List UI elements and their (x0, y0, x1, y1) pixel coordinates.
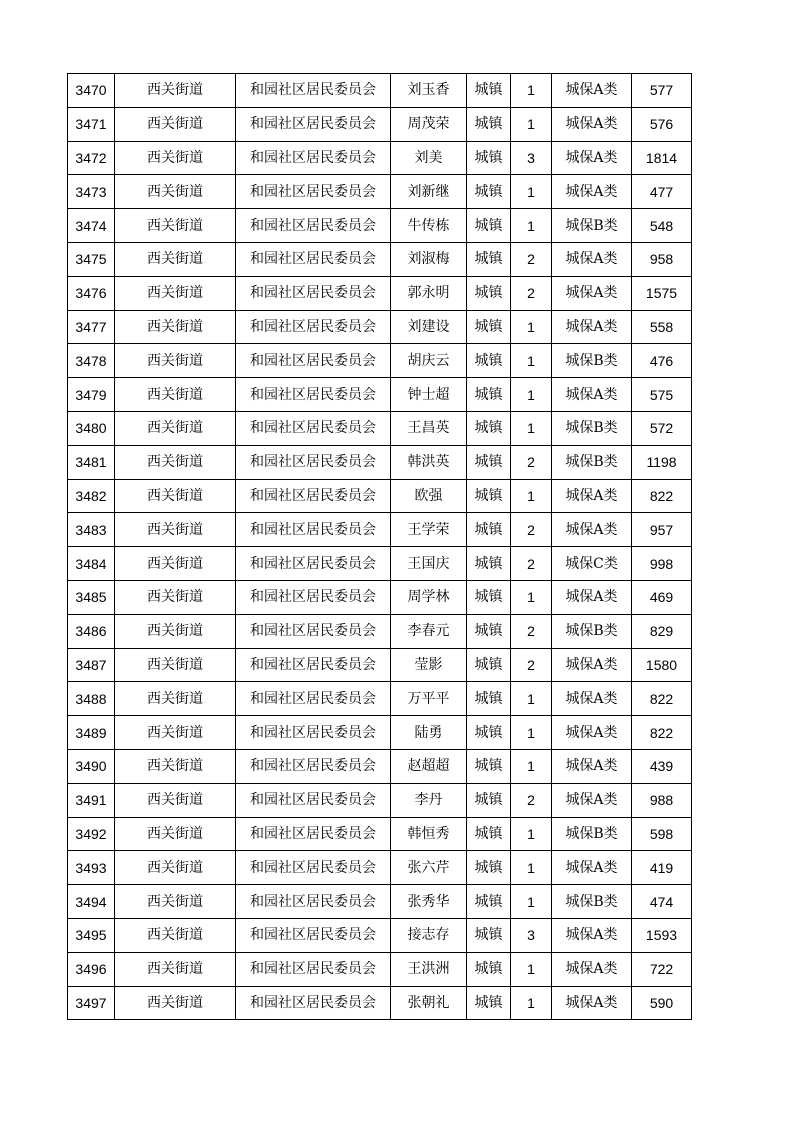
row-number-cell: 3475 (68, 242, 115, 276)
household-size-cell: 3 (511, 141, 552, 175)
community-cell: 和园社区居民委员会 (236, 175, 391, 209)
household-size-cell: 1 (511, 479, 552, 513)
household-size-cell: 1 (511, 986, 552, 1020)
household-size-cell: 2 (511, 242, 552, 276)
assistance-category-cell: 城保A类 (552, 918, 632, 952)
subdistrict-cell: 西关街道 (115, 378, 236, 412)
assistance-category-cell: 城保A类 (552, 276, 632, 310)
person-name-cell: 刘新继 (391, 175, 467, 209)
table-row (68, 682, 692, 716)
row-number-cell: 3470 (68, 74, 115, 108)
assistance-category-cell: 城保A类 (552, 580, 632, 614)
community-cell: 和园社区居民委员会 (236, 209, 391, 243)
person-name-cell: 欧强 (391, 479, 467, 513)
community-cell: 和园社区居民委员会 (236, 986, 391, 1020)
community-cell: 和园社区居民委员会 (236, 952, 391, 986)
assistance-category-cell: 城保A类 (552, 479, 632, 513)
household-size-cell: 1 (511, 310, 552, 344)
household-size-cell: 2 (511, 614, 552, 648)
household-size-cell: 1 (511, 580, 552, 614)
table-row (68, 547, 692, 581)
row-number-cell: 3489 (68, 716, 115, 750)
assistance-category-cell: 城保C类 (552, 547, 632, 581)
household-type-cell: 城镇 (467, 648, 511, 682)
table-row (68, 74, 692, 108)
row-number-cell: 3483 (68, 513, 115, 547)
person-name-cell: 牛传栋 (391, 209, 467, 243)
person-name-cell: 周学林 (391, 580, 467, 614)
household-type-cell: 城镇 (467, 682, 511, 716)
amount-cell: 477 (632, 175, 692, 209)
subdistrict-cell: 西关街道 (115, 614, 236, 648)
assistance-category-cell: 城保A类 (552, 986, 632, 1020)
table-row (68, 952, 692, 986)
household-type-cell: 城镇 (467, 310, 511, 344)
household-size-cell: 1 (511, 885, 552, 919)
household-size-cell: 2 (511, 513, 552, 547)
household-type-cell: 城镇 (467, 783, 511, 817)
row-number-cell: 3476 (68, 276, 115, 310)
person-name-cell: 张六芹 (391, 851, 467, 885)
table-row (68, 783, 692, 817)
community-cell: 和园社区居民委员会 (236, 344, 391, 378)
person-name-cell: 赵超超 (391, 749, 467, 783)
household-type-cell: 城镇 (467, 885, 511, 919)
table-row (68, 851, 692, 885)
row-number-cell: 3494 (68, 885, 115, 919)
household-type-cell: 城镇 (467, 547, 511, 581)
community-cell: 和园社区居民委员会 (236, 851, 391, 885)
amount-cell: 957 (632, 513, 692, 547)
community-cell: 和园社区居民委员会 (236, 310, 391, 344)
household-type-cell: 城镇 (467, 141, 511, 175)
subdistrict-cell: 西关街道 (115, 513, 236, 547)
amount-cell: 1593 (632, 918, 692, 952)
table-row (68, 344, 692, 378)
community-cell: 和园社区居民委员会 (236, 107, 391, 141)
row-number-cell: 3480 (68, 411, 115, 445)
household-size-cell: 1 (511, 952, 552, 986)
assistance-category-cell: 城保B类 (552, 817, 632, 851)
household-size-cell: 2 (511, 445, 552, 479)
amount-cell: 576 (632, 107, 692, 141)
assistance-category-cell: 城保A类 (552, 682, 632, 716)
person-name-cell: 张秀华 (391, 885, 467, 919)
household-size-cell: 1 (511, 344, 552, 378)
assistance-category-cell: 城保A类 (552, 716, 632, 750)
roster-body (68, 74, 692, 1020)
table-row (68, 107, 692, 141)
table-row (68, 885, 692, 919)
assistance-category-cell: 城保B类 (552, 344, 632, 378)
community-cell: 和园社区居民委员会 (236, 513, 391, 547)
row-number-cell: 3484 (68, 547, 115, 581)
community-cell: 和园社区居民委员会 (236, 817, 391, 851)
subdistrict-cell: 西关街道 (115, 74, 236, 108)
household-type-cell: 城镇 (467, 580, 511, 614)
subdistrict-cell: 西关街道 (115, 580, 236, 614)
assistance-category-cell: 城保B类 (552, 411, 632, 445)
assistance-category-cell: 城保A类 (552, 513, 632, 547)
community-cell: 和园社区居民委员会 (236, 242, 391, 276)
person-name-cell: 王洪洲 (391, 952, 467, 986)
amount-cell: 548 (632, 209, 692, 243)
person-name-cell: 李春元 (391, 614, 467, 648)
person-name-cell: 韩洪英 (391, 445, 467, 479)
community-cell: 和园社区居民委员会 (236, 783, 391, 817)
community-cell: 和园社区居民委员会 (236, 716, 391, 750)
assistance-category-cell: 城保A类 (552, 378, 632, 412)
subdistrict-cell: 西关街道 (115, 648, 236, 682)
community-cell: 和园社区居民委员会 (236, 411, 391, 445)
table-row (68, 175, 692, 209)
household-type-cell: 城镇 (467, 209, 511, 243)
row-number-cell: 3482 (68, 479, 115, 513)
amount-cell: 476 (632, 344, 692, 378)
subdistrict-cell: 西关街道 (115, 242, 236, 276)
person-name-cell: 莹影 (391, 648, 467, 682)
table-row (68, 209, 692, 243)
table-row (68, 310, 692, 344)
amount-cell: 1575 (632, 276, 692, 310)
person-name-cell: 刘美 (391, 141, 467, 175)
amount-cell: 988 (632, 783, 692, 817)
person-name-cell: 万平平 (391, 682, 467, 716)
household-type-cell: 城镇 (467, 344, 511, 378)
household-size-cell: 3 (511, 918, 552, 952)
amount-cell: 829 (632, 614, 692, 648)
person-name-cell: 接志存 (391, 918, 467, 952)
amount-cell: 958 (632, 242, 692, 276)
household-size-cell: 1 (511, 378, 552, 412)
subdistrict-cell: 西关街道 (115, 276, 236, 310)
household-type-cell: 城镇 (467, 749, 511, 783)
household-size-cell: 2 (511, 783, 552, 817)
household-size-cell: 1 (511, 749, 552, 783)
household-type-cell: 城镇 (467, 276, 511, 310)
assistance-category-cell: 城保A类 (552, 648, 632, 682)
subdistrict-cell: 西关街道 (115, 411, 236, 445)
table-row (68, 445, 692, 479)
row-number-cell: 3479 (68, 378, 115, 412)
row-number-cell: 3491 (68, 783, 115, 817)
assistance-category-cell: 城保B类 (552, 885, 632, 919)
row-number-cell: 3473 (68, 175, 115, 209)
table-row (68, 918, 692, 952)
assistance-category-cell: 城保A类 (552, 175, 632, 209)
subdistrict-cell: 西关街道 (115, 547, 236, 581)
amount-cell: 822 (632, 682, 692, 716)
household-size-cell: 1 (511, 175, 552, 209)
community-cell: 和园社区居民委员会 (236, 547, 391, 581)
person-name-cell: 刘建设 (391, 310, 467, 344)
subdistrict-cell: 西关街道 (115, 175, 236, 209)
assistance-category-cell: 城保A类 (552, 141, 632, 175)
person-name-cell: 陆勇 (391, 716, 467, 750)
household-type-cell: 城镇 (467, 74, 511, 108)
row-number-cell: 3496 (68, 952, 115, 986)
amount-cell: 575 (632, 378, 692, 412)
subdistrict-cell: 西关街道 (115, 310, 236, 344)
amount-cell: 722 (632, 952, 692, 986)
subdistrict-cell: 西关街道 (115, 851, 236, 885)
amount-cell: 1580 (632, 648, 692, 682)
household-type-cell: 城镇 (467, 175, 511, 209)
assistance-category-cell: 城保A类 (552, 851, 632, 885)
household-size-cell: 1 (511, 107, 552, 141)
amount-cell: 469 (632, 580, 692, 614)
table-row (68, 716, 692, 750)
community-cell: 和园社区居民委员会 (236, 648, 391, 682)
community-cell: 和园社区居民委员会 (236, 74, 391, 108)
assistance-category-cell: 城保B类 (552, 445, 632, 479)
subdistrict-cell: 西关街道 (115, 817, 236, 851)
person-name-cell: 胡庆云 (391, 344, 467, 378)
subdistrict-cell: 西关街道 (115, 986, 236, 1020)
amount-cell: 419 (632, 851, 692, 885)
table-row (68, 749, 692, 783)
assistance-category-cell: 城保A类 (552, 242, 632, 276)
row-number-cell: 3477 (68, 310, 115, 344)
community-cell: 和园社区居民委员会 (236, 749, 391, 783)
row-number-cell: 3493 (68, 851, 115, 885)
household-size-cell: 1 (511, 817, 552, 851)
row-number-cell: 3497 (68, 986, 115, 1020)
household-size-cell: 1 (511, 411, 552, 445)
household-size-cell: 1 (511, 682, 552, 716)
table-row (68, 986, 692, 1020)
amount-cell: 572 (632, 411, 692, 445)
assistance-category-cell: 城保A类 (552, 783, 632, 817)
amount-cell: 598 (632, 817, 692, 851)
amount-cell: 590 (632, 986, 692, 1020)
subdistrict-cell: 西关街道 (115, 783, 236, 817)
household-type-cell: 城镇 (467, 614, 511, 648)
household-type-cell: 城镇 (467, 817, 511, 851)
household-type-cell: 城镇 (467, 918, 511, 952)
subdistrict-cell: 西关街道 (115, 107, 236, 141)
amount-cell: 558 (632, 310, 692, 344)
subdistrict-cell: 西关街道 (115, 479, 236, 513)
community-cell: 和园社区居民委员会 (236, 614, 391, 648)
household-size-cell: 1 (511, 851, 552, 885)
assistance-category-cell: 城保A类 (552, 952, 632, 986)
household-type-cell: 城镇 (467, 952, 511, 986)
household-type-cell: 城镇 (467, 479, 511, 513)
subdistrict-cell: 西关街道 (115, 682, 236, 716)
subdistrict-cell: 西关街道 (115, 209, 236, 243)
table-row (68, 411, 692, 445)
assistance-category-cell: 城保B类 (552, 614, 632, 648)
row-number-cell: 3488 (68, 682, 115, 716)
table-row (68, 141, 692, 175)
row-number-cell: 3492 (68, 817, 115, 851)
household-size-cell: 1 (511, 74, 552, 108)
community-cell: 和园社区居民委员会 (236, 141, 391, 175)
community-cell: 和园社区居民委员会 (236, 479, 391, 513)
amount-cell: 822 (632, 716, 692, 750)
row-number-cell: 3478 (68, 344, 115, 378)
person-name-cell: 王国庆 (391, 547, 467, 581)
subdistrict-cell: 西关街道 (115, 716, 236, 750)
amount-cell: 1198 (632, 445, 692, 479)
household-type-cell: 城镇 (467, 716, 511, 750)
person-name-cell: 刘玉香 (391, 74, 467, 108)
assistance-category-cell: 城保A类 (552, 310, 632, 344)
table-row (68, 648, 692, 682)
row-number-cell: 3490 (68, 749, 115, 783)
subdistrict-cell: 西关街道 (115, 885, 236, 919)
table-row (68, 276, 692, 310)
row-number-cell: 3481 (68, 445, 115, 479)
assistance-category-cell: 城保A类 (552, 107, 632, 141)
household-size-cell: 1 (511, 209, 552, 243)
subdistrict-cell: 西关街道 (115, 141, 236, 175)
person-name-cell: 郭永明 (391, 276, 467, 310)
row-number-cell: 3487 (68, 648, 115, 682)
household-type-cell: 城镇 (467, 851, 511, 885)
assistance-category-cell: 城保B类 (552, 209, 632, 243)
person-name-cell: 王学荣 (391, 513, 467, 547)
person-name-cell: 王昌英 (391, 411, 467, 445)
household-size-cell: 2 (511, 648, 552, 682)
household-size-cell: 1 (511, 716, 552, 750)
table-row (68, 513, 692, 547)
person-name-cell: 韩恒秀 (391, 817, 467, 851)
community-cell: 和园社区居民委员会 (236, 378, 391, 412)
community-cell: 和园社区居民委员会 (236, 445, 391, 479)
person-name-cell: 钟士超 (391, 378, 467, 412)
household-type-cell: 城镇 (467, 242, 511, 276)
subdistrict-cell: 西关街道 (115, 918, 236, 952)
subdistrict-cell: 西关街道 (115, 749, 236, 783)
row-number-cell: 3495 (68, 918, 115, 952)
amount-cell: 439 (632, 749, 692, 783)
person-name-cell: 周茂荣 (391, 107, 467, 141)
amount-cell: 577 (632, 74, 692, 108)
subdistrict-cell: 西关街道 (115, 952, 236, 986)
row-number-cell: 3485 (68, 580, 115, 614)
table-row (68, 479, 692, 513)
household-type-cell: 城镇 (467, 513, 511, 547)
assistance-category-cell: 城保A类 (552, 749, 632, 783)
row-number-cell: 3471 (68, 107, 115, 141)
household-type-cell: 城镇 (467, 378, 511, 412)
assistance-category-cell: 城保A类 (552, 74, 632, 108)
person-name-cell: 刘淑梅 (391, 242, 467, 276)
amount-cell: 822 (632, 479, 692, 513)
person-name-cell: 李丹 (391, 783, 467, 817)
household-size-cell: 2 (511, 547, 552, 581)
subdistrict-cell: 西关街道 (115, 344, 236, 378)
roster-table (67, 73, 692, 1020)
person-name-cell: 张朝礼 (391, 986, 467, 1020)
household-type-cell: 城镇 (467, 986, 511, 1020)
table-row (68, 242, 692, 276)
household-size-cell: 2 (511, 276, 552, 310)
household-type-cell: 城镇 (467, 411, 511, 445)
amount-cell: 474 (632, 885, 692, 919)
amount-cell: 998 (632, 547, 692, 581)
community-cell: 和园社区居民委员会 (236, 276, 391, 310)
table-row (68, 378, 692, 412)
community-cell: 和园社区居民委员会 (236, 682, 391, 716)
row-number-cell: 3474 (68, 209, 115, 243)
amount-cell: 1814 (632, 141, 692, 175)
household-type-cell: 城镇 (467, 445, 511, 479)
community-cell: 和园社区居民委员会 (236, 918, 391, 952)
table-row (68, 580, 692, 614)
household-type-cell: 城镇 (467, 107, 511, 141)
row-number-cell: 3486 (68, 614, 115, 648)
community-cell: 和园社区居民委员会 (236, 885, 391, 919)
community-cell: 和园社区居民委员会 (236, 580, 391, 614)
row-number-cell: 3472 (68, 141, 115, 175)
subdistrict-cell: 西关街道 (115, 445, 236, 479)
table-row (68, 614, 692, 648)
table-row (68, 817, 692, 851)
